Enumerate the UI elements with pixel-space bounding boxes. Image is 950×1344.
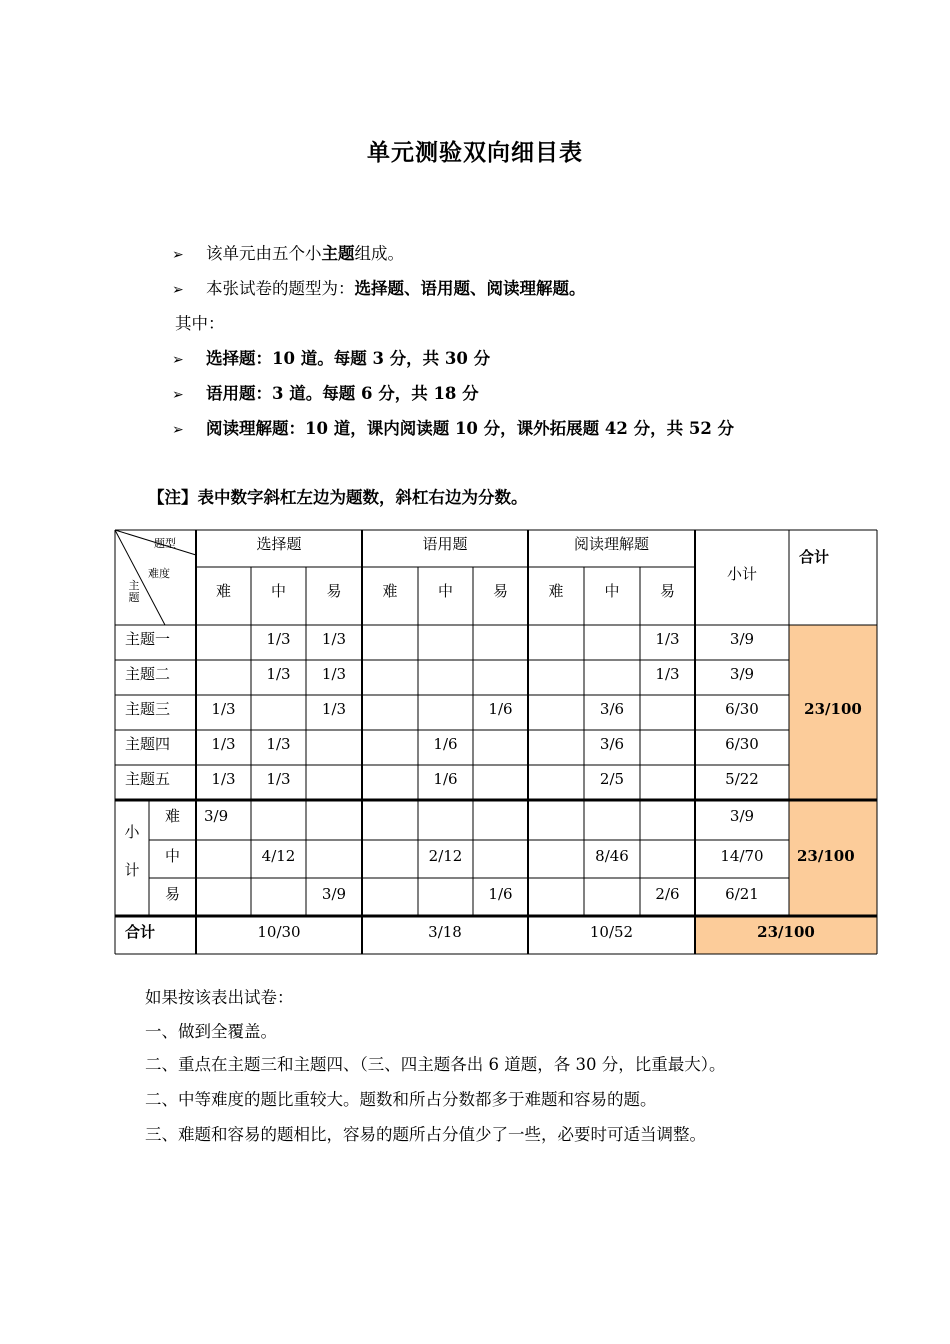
topic-row-label: 主题四 (125, 735, 171, 753)
table-note: 【注】表中数字斜杠左边为题数，斜杠右边为分数。 (148, 488, 528, 507)
table-cell: 1/3 (266, 770, 291, 788)
header-level: 易 (659, 582, 675, 600)
intro-bold: 选择题、语用题、阅读理解题。 (354, 279, 586, 298)
table-cell: 1/3 (321, 700, 347, 718)
topic-subtotal: 6/30 (725, 735, 759, 753)
intro-text: 本张试卷的题型为： (206, 279, 355, 298)
table-cell: 3/9 (204, 807, 229, 825)
topic-row-label: 主题三 (125, 700, 171, 718)
intro-line-4 (172, 380, 479, 404)
table-cell: 1/3 (655, 630, 680, 648)
corner-topic-label: 主 题 (128, 579, 140, 604)
subtotal-label: 小 (124, 823, 140, 841)
topic-subtotal: 3/9 (729, 665, 755, 683)
table-cell: 3/6 (599, 700, 625, 718)
intro-line-5 (172, 415, 734, 439)
header-type-0: 选择题 (256, 535, 302, 553)
intro-bold: 语用题：3 道。每题 6 分，共 18 分 (206, 384, 479, 403)
table-cell: 1/3 (321, 630, 347, 648)
bullet-icon: ➢ (172, 247, 184, 263)
intro-text: 该单元由五个小 (206, 244, 322, 263)
total-row-value: 10/52 (589, 923, 634, 941)
level-row-label: 中 (164, 847, 180, 865)
table-cell: 1/3 (266, 735, 291, 753)
intro-text: 组成。 (354, 244, 404, 263)
header-level: 易 (326, 582, 342, 600)
after-p5: 三、难题和容易的题相比，容易的题所占分值少了一些，必要时可适当调整。 (145, 1125, 706, 1144)
intro-line-3 (172, 345, 490, 369)
table-cell: 1/3 (655, 665, 680, 683)
table-cell: 3/6 (599, 735, 625, 753)
intro-bold: 阅读理解题：10 道，课内阅读题 10 分，课外拓展题 42 分，共 52 分 (206, 419, 735, 438)
table-cell: 1/3 (266, 665, 291, 683)
header-level: 难 (548, 582, 564, 600)
header-level: 中 (604, 582, 620, 600)
intro-qizhong: 其中： (175, 314, 225, 333)
table-cell: 1/6 (488, 885, 513, 903)
bullet-icon: ➢ (172, 387, 184, 403)
total-row-value: 3/18 (428, 923, 462, 941)
levels-total-value: 23/100 (797, 847, 855, 865)
header-level: 难 (382, 582, 398, 600)
corner-type-label: 题型 (154, 537, 176, 550)
after-p4: 二、中等难度的题比重较大。题数和所占分数都多于难题和容易的题。 (145, 1090, 657, 1109)
table-cell: 4/12 (261, 847, 296, 865)
intro-line-1 (172, 240, 404, 264)
intro-bold: 选择题：10 道。每题 3 分，共 30 分 (206, 349, 491, 368)
table-cell: 2/6 (655, 885, 680, 903)
topics-total-value: 23/100 (804, 700, 862, 718)
table-cell: 1/6 (488, 700, 513, 718)
header-subtotal: 小计 (726, 565, 757, 583)
page-title: 单元测验双向细目表 (367, 140, 583, 166)
table-cell: 1/3 (266, 630, 291, 648)
after-p2: 一、做到全覆盖。 (145, 1022, 277, 1041)
table-cell: 2/5 (599, 770, 625, 788)
table-cell: 1/6 (433, 770, 458, 788)
table-cell: 8/46 (595, 847, 629, 865)
header-level: 难 (215, 582, 231, 600)
header-total: 合计 (799, 548, 830, 566)
level-subtotal: 3/9 (729, 807, 755, 825)
after-p1: 如果按该表出试卷： (145, 988, 294, 1007)
table-cell: 2/12 (428, 847, 463, 865)
topic-row-label: 主题五 (125, 770, 171, 788)
table-cell: 3/9 (321, 885, 347, 903)
topic-subtotal: 3/9 (729, 630, 755, 648)
topic-row-label: 主题二 (125, 665, 171, 683)
corner-level-label: 难度 (148, 567, 170, 580)
total-row-value: 10/30 (257, 923, 301, 941)
table-cell: 1/3 (211, 735, 236, 753)
table-cell: 1/3 (211, 700, 236, 718)
table-cell: 1/3 (211, 770, 236, 788)
topic-subtotal: 5/22 (725, 770, 759, 788)
level-row-label: 易 (164, 885, 180, 903)
level-row-label: 难 (164, 807, 180, 825)
intro-line-2 (172, 275, 586, 299)
table-cell: 1/3 (321, 665, 347, 683)
bullet-icon: ➢ (172, 422, 184, 438)
topic-row-label: 主题一 (125, 630, 171, 648)
detail-table (115, 530, 877, 954)
bullet-icon: ➢ (172, 352, 184, 368)
header-level: 中 (270, 582, 286, 600)
total-row-label: 合计 (125, 923, 156, 941)
subtotal-label: 计 (124, 861, 140, 879)
topic-subtotal: 6/30 (725, 700, 759, 718)
header-level: 中 (437, 582, 453, 600)
grand-total-value: 23/100 (757, 923, 815, 941)
table-cell: 1/6 (433, 735, 458, 753)
header-type-2: 阅读理解题 (573, 535, 649, 553)
header-level: 易 (492, 582, 508, 600)
header-type-1: 语用题 (422, 535, 468, 553)
after-p3: 二、重点在主题三和主题四、（三、四主题各出 6 道题，各 30 分，比重最大）。 (145, 1055, 726, 1074)
bullet-icon: ➢ (172, 282, 184, 298)
level-subtotal: 14/70 (720, 847, 764, 865)
level-subtotal: 6/21 (725, 885, 759, 903)
intro-bold: 主题 (321, 244, 355, 263)
